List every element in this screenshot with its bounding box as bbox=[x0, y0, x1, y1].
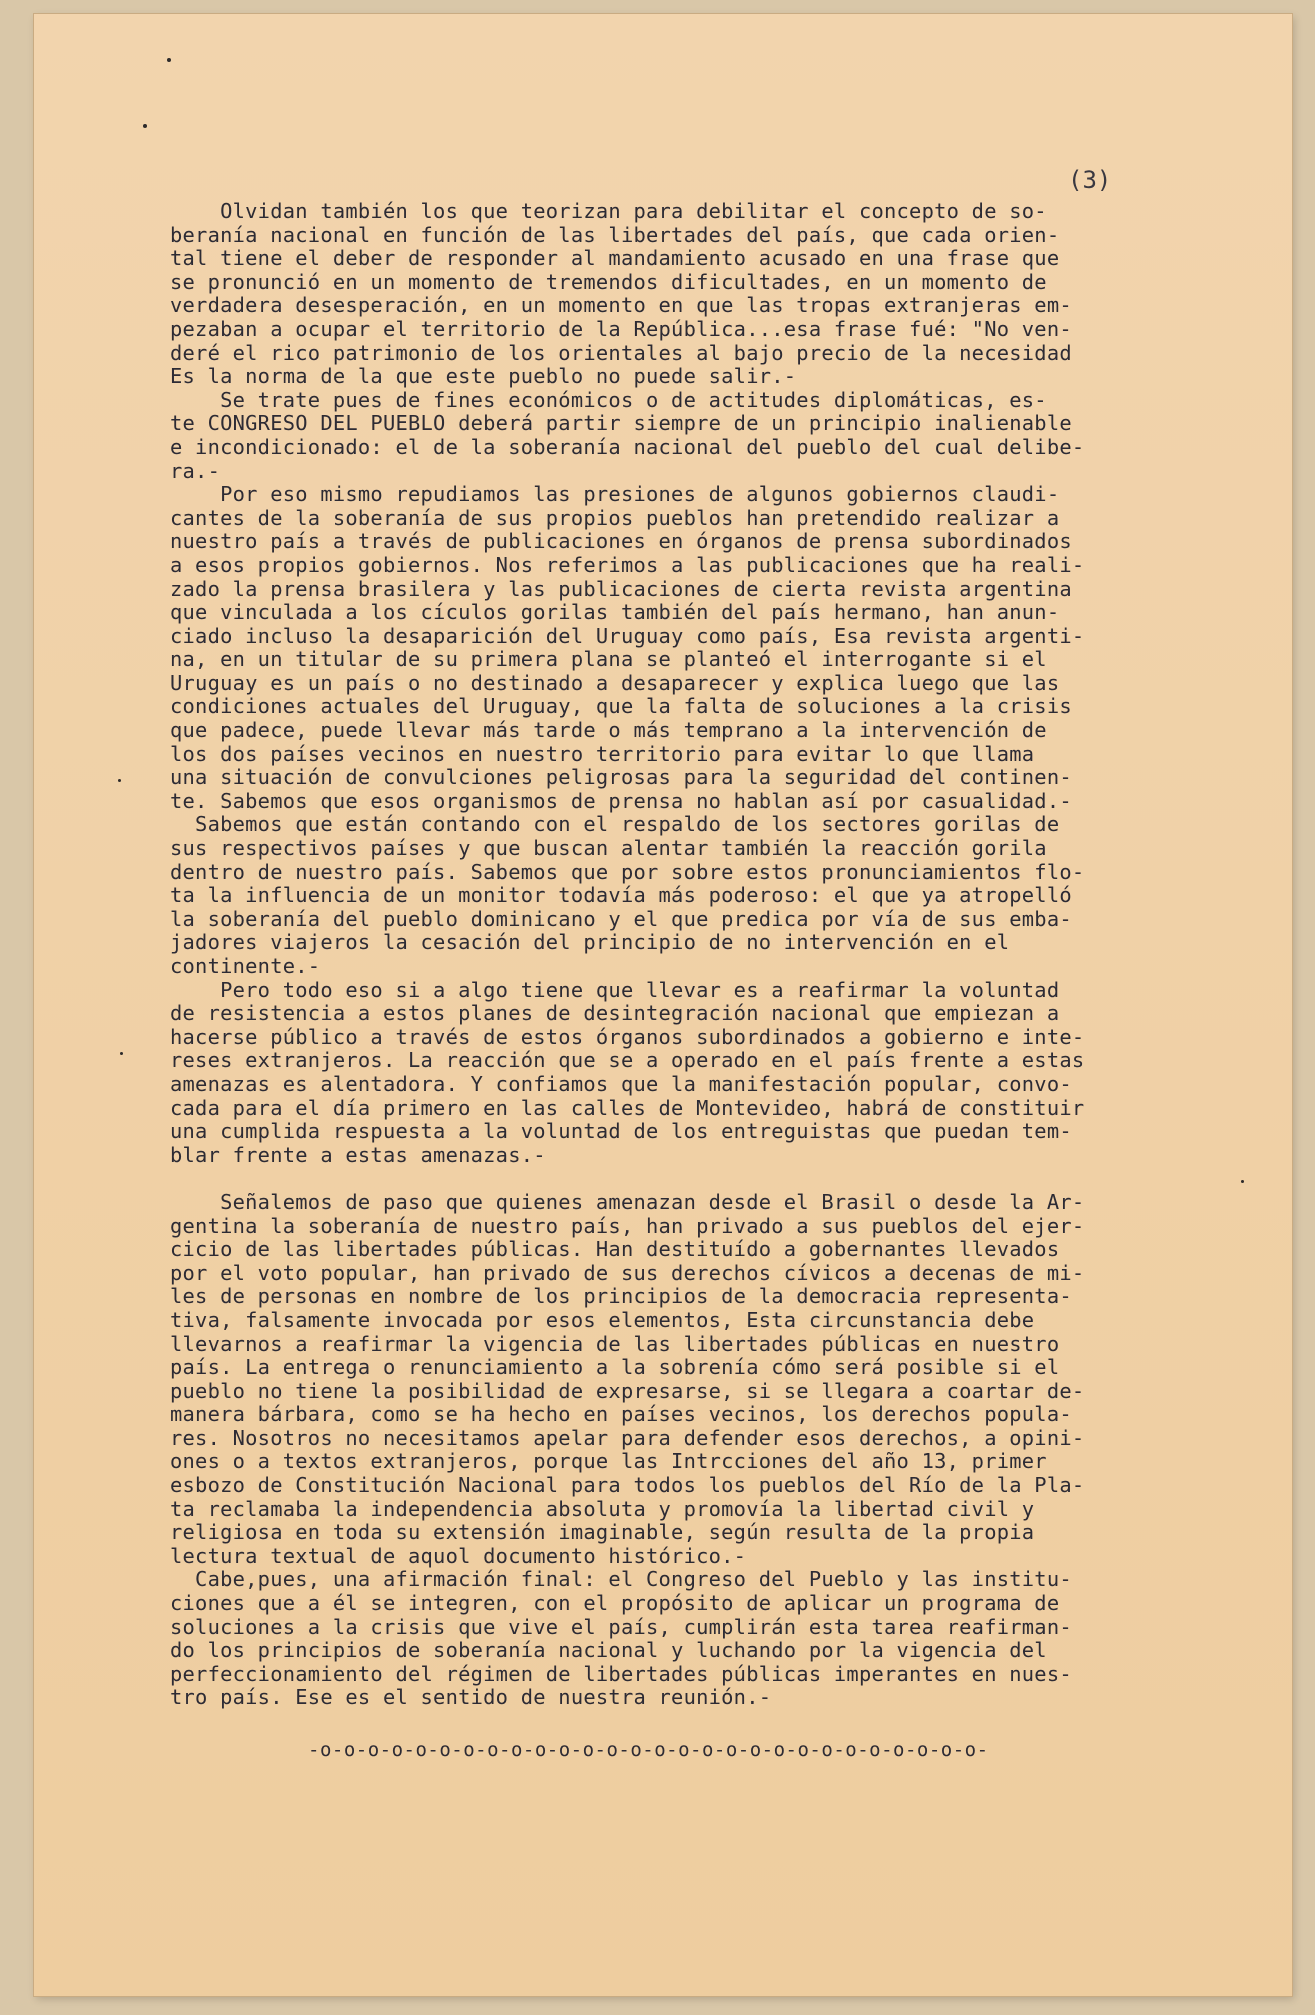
text-line: país. La entrega o renunciamiento a la sobrenía cómo será posible si el bbox=[170, 1355, 1060, 1380]
text-line: les de personas en nombre de los principios de la democracia representa- bbox=[170, 1284, 1072, 1309]
text-line: Se trate pues de fines económicos o de actitudes diplomáticas, es- bbox=[170, 387, 1047, 412]
text-line: los dos países vecinos en nuestro territorio para evitar lo que llama bbox=[170, 741, 1035, 766]
text-line: beranía nacional en función de las libertades del país, que cada orien- bbox=[170, 222, 1060, 247]
text-line: Señalemos de paso que quienes amenazan desde el Brasil o desde la Ar- bbox=[170, 1189, 1085, 1214]
text-line: ta la influencia de un monitor todavía más poderoso: el que ya atropelló bbox=[170, 883, 1072, 908]
text-line: na, en un titular de su primera plana se planteó el interrogante si el bbox=[170, 647, 1047, 672]
text-line: la soberanía del pueblo dominicano y el que predica por vía de sus emba- bbox=[170, 906, 1072, 931]
text-line: perfeccionamiento del régimen de libertades públicas imperantes en nues- bbox=[170, 1661, 1072, 1686]
text-line: ciones que a él se integren, con el propósito de aplicar un programa de bbox=[170, 1591, 1060, 1616]
text-line: que vinculada a los cículos gorilas también del país hermano, han anun- bbox=[170, 600, 1060, 625]
text-line: cicio de las libertades públicas. Han destituído a gobernantes llevados bbox=[170, 1237, 1060, 1262]
ink-speck bbox=[118, 779, 121, 782]
text-line: pezaban a ocupar el territorio de la República...esa frase fué: "No ven- bbox=[170, 316, 1072, 341]
text-line: Uruguay es un país o no destinado a desaparecer y explica luego que las bbox=[170, 670, 1060, 695]
text-line: sus respectivos países y que buscan alentar también la reacción gorila bbox=[170, 836, 1047, 861]
text-line: Olvidan también los que teorizan para debilitar el concepto de so- bbox=[170, 199, 1047, 223]
text-line: hacerse público a través de estos órganos subordinados a gobierno e inte- bbox=[170, 1024, 1085, 1049]
text-line: res. Nosotros no necesitamos apelar para defender esos derechos, a opini- bbox=[170, 1425, 1085, 1450]
text-line: ciado incluso la desaparición del Uruguay como país, Esa revista argenti- bbox=[170, 623, 1085, 648]
text-line: continente.- bbox=[170, 954, 321, 978]
typewritten-body bbox=[170, 200, 1276, 1710]
text-line: una situación de convulciones peligrosas para la seguridad del continen- bbox=[170, 765, 1072, 790]
text-line: te. Sabemos que esos organismos de prensa no hablan así por casualidad.- bbox=[170, 788, 1072, 813]
document-page bbox=[34, 14, 1292, 1996]
text-line: por el voto popular, han privado de sus derechos cívicos a decenas de mi- bbox=[170, 1260, 1085, 1285]
text-line: blar frente a estas amenazas.- bbox=[170, 1142, 546, 1167]
text-line: deré el rico patrimonio de los orientales al bajo precio de la necesidad bbox=[170, 340, 1072, 365]
text-line: nuestro país a través de publicaciones en órganos de prensa subordinados bbox=[170, 529, 1072, 554]
text-line: esbozo de Constitución Nacional para todos los pueblos del Río de la Pla- bbox=[170, 1473, 1085, 1498]
text-line: que padece, puede llevar más tarde o más temprano a la intervención de bbox=[170, 718, 1047, 743]
ink-speck bbox=[120, 1052, 123, 1055]
text-line: a esos propios gobiernos. Nos referimos a las publicaciones que ha reali- bbox=[170, 552, 1085, 577]
closing-separator: -o-o-o-o-o-o-o-o-o-o-o-o-o-o-o-o-o-o-o-o-o-o-o-o-o-o-o-o- bbox=[308, 1739, 989, 1761]
text-line: ra.- bbox=[170, 458, 221, 483]
ink-speck bbox=[167, 58, 171, 62]
text-line: Pero todo eso si a algo tiene que llevar es a reafirmar la voluntad bbox=[170, 977, 1060, 1002]
text-line: Sabemos que están contando con el respaldo de los sectores gorilas de bbox=[170, 812, 1060, 837]
text-line: reses extranjeros. La reacción que se a operado en el país frente a estas bbox=[170, 1048, 1085, 1073]
text-line: Cabe,pues, una afirmación final: el Congreso del Pueblo y las institu- bbox=[170, 1567, 1072, 1592]
text-line: e incondicionado: el de la soberanía nacional del pueblo del cual delibe- bbox=[170, 434, 1085, 459]
text-line: manera bárbara, como se ha hecho en países vecinos, los derechos popula- bbox=[170, 1402, 1072, 1427]
text-line: gentina la soberanía de nuestro país, han privado a sus pueblos del ejer- bbox=[170, 1213, 1085, 1238]
text-line: Es la norma de la que este pueblo no puede salir.- bbox=[170, 364, 797, 389]
text-line: se pronunció en un momento de tremendos dificultades, en un momento de bbox=[170, 269, 1047, 294]
ink-speck bbox=[143, 124, 147, 128]
text-line: do los principios de soberanía nacional y luchando por la vigencia del bbox=[170, 1638, 1047, 1663]
text-line: de resistencia a estos planes de desintegración nacional que empiezan a bbox=[170, 1001, 1060, 1026]
text-line: Por eso mismo repudiamos las presiones de algunos gobiernos claudi- bbox=[170, 482, 1060, 507]
text-line: una cumplida respuesta a la voluntad de los entreguistas que puedan tem- bbox=[170, 1119, 1072, 1144]
text-line: cada para el día primero en las calles de Montevideo, habrá de constituir bbox=[170, 1095, 1085, 1120]
text-line: ones o a textos extranjeros, porque las Intrcciones del año 13, primer bbox=[170, 1449, 1047, 1474]
text-line: cantes de la soberanía de sus propios pueblos han pretendido realizar a bbox=[170, 505, 1060, 530]
text-line: condiciones actuales del Uruguay, que la falta de soluciones a la crisis bbox=[170, 694, 1072, 719]
text-line: tiva, falsamente invocada por esos elementos, Esta circunstancia debe bbox=[170, 1307, 1035, 1332]
text-line: soluciones a la crisis que vive el país, cumplirán esta tarea reafirman- bbox=[170, 1614, 1072, 1639]
text-line: jadores viajeros la cesación del principio de no intervención en el bbox=[170, 930, 1010, 955]
text-line: ta reclamaba la independencia absoluta y promovía la libertad civil y bbox=[170, 1496, 1035, 1521]
text-line: tro país. Ese es el sentido de nuestra reunión.- bbox=[170, 1685, 772, 1710]
text-line: tal tiene el deber de responder al mandamiento acusado en una frase que bbox=[170, 246, 1060, 271]
text-line: pueblo no tiene la posibilidad de expresarse, si se llegara a coartar de- bbox=[170, 1378, 1085, 1403]
text-line: dentro de nuestro país. Sabemos que por sobre estos pronunciamientos flo- bbox=[170, 859, 1085, 884]
text-line: te CONGRESO DEL PUEBLO deberá partir siempre de un principio inalienable bbox=[170, 411, 1072, 436]
text-line: verdadera desesperación, en un momento en que las tropas extranjeras em- bbox=[170, 293, 1072, 318]
text-line: amenazas es alentadora. Y confiamos que la manifestación popular, convo- bbox=[170, 1071, 1072, 1096]
text-line: religiosa en toda su extensión imaginable, según resulta de la propia bbox=[170, 1520, 1035, 1545]
page-number: (3) bbox=[1068, 166, 1112, 194]
text-line: lectura textual de aquol documento histórico.- bbox=[170, 1543, 747, 1568]
text-line: zado la prensa brasilera y las publicaciones de cierta revista argentina bbox=[170, 576, 1072, 601]
text-line: llevarnos a reafirmar la vigencia de las libertades públicas en nuestro bbox=[170, 1331, 1060, 1356]
